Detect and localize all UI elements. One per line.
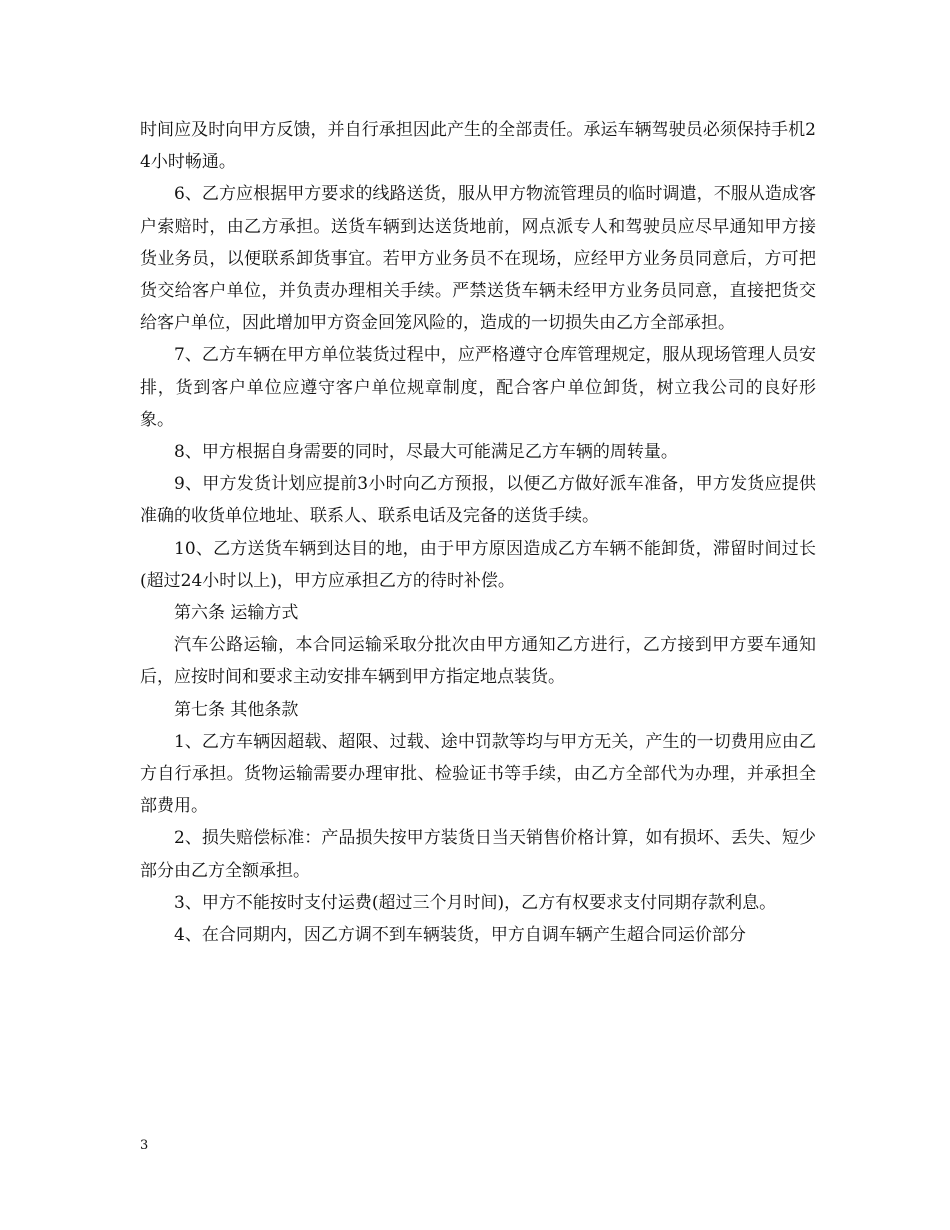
article-6-body: 汽车公路运输，本合同运输采取分批次由甲方通知乙方进行，乙方接到甲方要车通知后，应按时间和要求主动安排车辆到甲方指定地点装货。 xyxy=(140,635,816,688)
document-body xyxy=(140,114,816,951)
paragraph-item-10: 10、乙方送货车辆到达目的地，由于甲方原因造成乙方车辆不能卸货，滞留时间过长(超过24小时以上)，甲方应承担乙方的待时补偿。 xyxy=(140,538,816,591)
article-7-item-1: 1、乙方车辆因超载、超限、过载、途中罚款等均与甲方无关，产生的一切费用应由乙方自行承担。货物运输需要办理审批、检验证书等手续，由乙方全部代为办理，并承担全部费用。 xyxy=(140,731,816,817)
article-6-heading: 第六条 运输方式 xyxy=(174,603,299,624)
paragraph-continuation: 时间应及时向甲方反馈，并自行承担因此产生的全部责任。承运车辆驾驶员必须保持手机24小时畅通。 xyxy=(140,120,816,173)
paragraph-item-9: 9、甲方发货计划应提前3小时向乙方预报，以便乙方做好派车准备，甲方发货应提供准确的收货单位地址、联系人、联系电话及完备的送货手续。 xyxy=(140,474,816,527)
article-7-item-2: 2、损失赔偿标准：产品损失按甲方装货日当天销售价格计算，如有损坏、丢失、短少部分由乙方全额承担。 xyxy=(140,828,816,881)
page-number: 3 xyxy=(140,1138,149,1153)
paragraph-item-6: 6、乙方应根据甲方要求的线路送货，服从甲方物流管理员的临时调遣，不服从造成客户索赔时，由乙方承担。送货车辆到达送货地前，网点派专人和驾驶员应尽早通知甲方接货业务员，以便联系卸货事宜。若甲方业务员不在现场，应经甲方业务员同意后，方可把货交给客户单位，并负责办理相关手续。严禁送货车辆未经甲方业务员同意，直接把货交给客户单位，因此增加甲方资金回笼风险的，造成的一切损失由乙方全部承担。 xyxy=(140,184,816,334)
paragraph-item-8: 8、甲方根据自身需要的同时，尽最大可能满足乙方车辆的周转量。 xyxy=(174,442,678,463)
article-7-heading: 第七条 其他条款 xyxy=(174,699,299,720)
paragraph-item-7: 7、乙方车辆在甲方单位装货过程中，应严格遵守仓库管理规定，服从现场管理人员安排，货到客户单位应遵守客户单位规章制度，配合客户单位卸货，树立我公司的良好形象。 xyxy=(140,345,816,430)
article-7-item-4: 4、在合同期内，因乙方调不到车辆装货，甲方自调车辆产生超合同运价部分 xyxy=(174,925,746,946)
article-7-item-3: 3、甲方不能按时支付运费(超过三个月时间)，乙方有权要求支付同期存款利息。 xyxy=(174,892,777,913)
